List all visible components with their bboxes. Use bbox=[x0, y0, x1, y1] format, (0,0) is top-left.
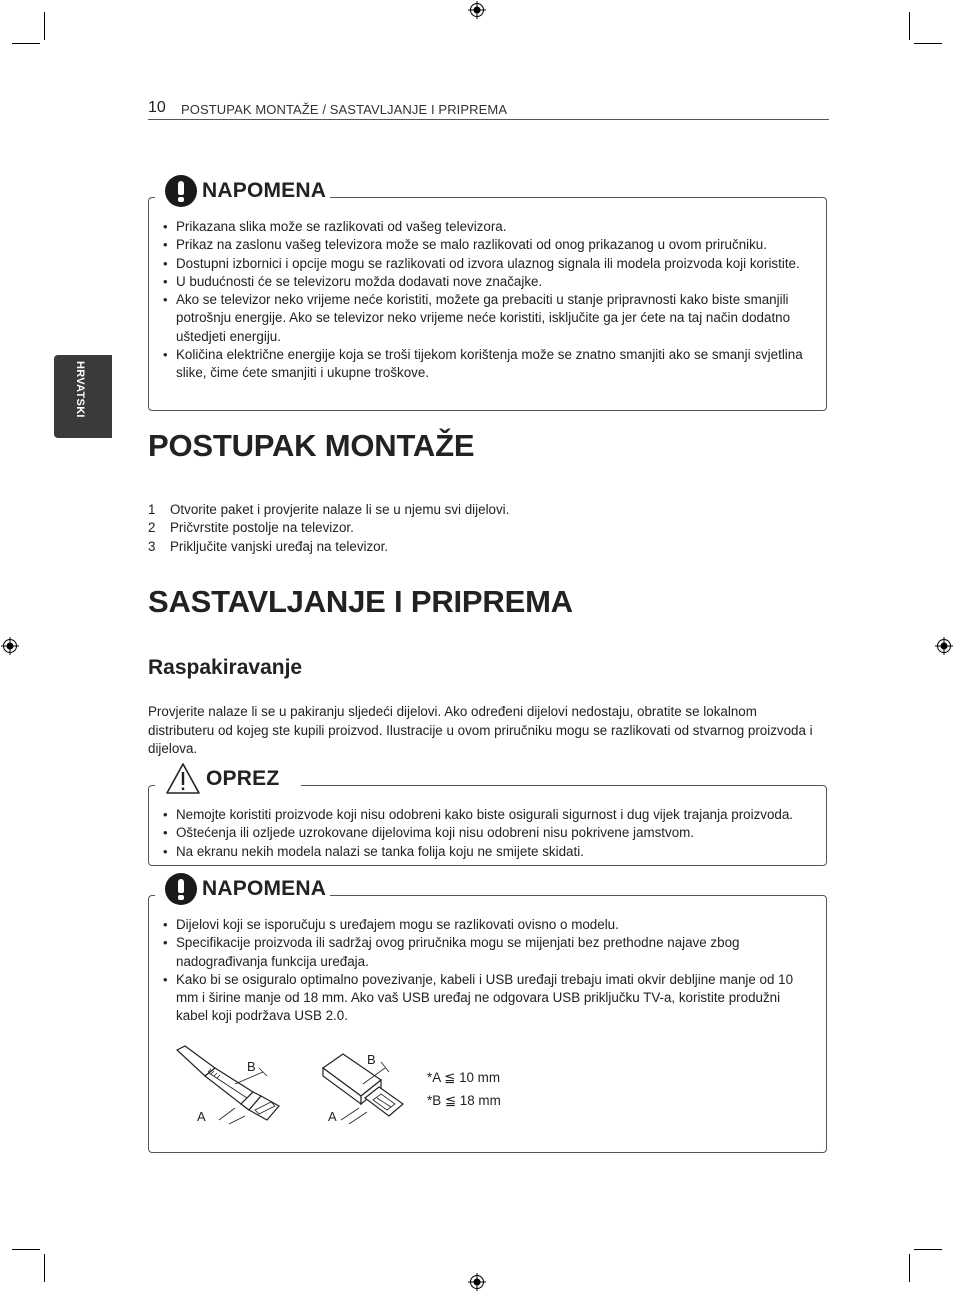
list-item: • Specifikacije proizvoda ili sadržaj ovog priručnika mogu se mijenjati bez prethodne najave zbog nadograđivanja funkcija uređaja. bbox=[163, 934, 812, 971]
list-item: • Nemojte koristiti proizvode koji nisu odobreni kako biste osigurali sigurnost i dug vijek trajanja proizvoda. bbox=[163, 806, 812, 824]
list-item: 1 Otvorite paket i provjerite nalaze li se u njemu svi dijelovi. bbox=[148, 502, 510, 517]
note-box-1-label: NAPOMENA bbox=[202, 179, 327, 202]
crop-mark bbox=[914, 1249, 942, 1250]
note-box-1-list bbox=[163, 218, 812, 383]
list-item: • U budućnosti će se televizoru možda dodavati nove značajke. bbox=[163, 273, 812, 291]
caution-box-heading bbox=[155, 762, 301, 796]
hdmi-label-b: B bbox=[247, 1059, 256, 1074]
caution-box-label: OPREZ bbox=[206, 767, 280, 790]
exclamation-icon bbox=[165, 873, 197, 905]
exclamation-icon bbox=[165, 175, 197, 207]
list-item: • Kako bi se osiguralo optimalno povezivanje, kabeli i USB uređaji trebaju imati okvir debljine manje od 10 mm i širine manje od 18 mm. Ako vaš USB uređaj ne odgovara USB priključku TV-a, koristite produžni kabel koji podržava USB 2.0. bbox=[163, 971, 812, 1026]
caution-box-list bbox=[163, 806, 812, 861]
list-item: 3 Priključite vanjski uređaj na televizor. bbox=[148, 538, 389, 554]
crop-mark bbox=[12, 43, 40, 44]
header-rule bbox=[148, 119, 829, 120]
list-item: • Dijelovi koji se isporučuju s uređajem mogu se razlikovati ovisno o modelu. bbox=[163, 916, 812, 934]
language-side-tab-label: HRVATSKI bbox=[74, 361, 86, 418]
crop-mark bbox=[12, 1249, 40, 1250]
crop-mark bbox=[44, 1254, 45, 1282]
registration-mark-icon bbox=[935, 637, 953, 655]
spec-b-limit: *B ≦ 18 mm bbox=[427, 1093, 501, 1108]
list-item: • Prikaz na zaslonu vašeg televizora može se malo razlikovati od onog prikazanog u ovom priručniku. bbox=[163, 236, 812, 254]
running-title: POSTUPAK MONTAŽE / SASTAVLJANJE I PRIPREMA bbox=[181, 102, 508, 117]
note-box-1 bbox=[148, 179, 827, 411]
hdmi-label-a: A bbox=[197, 1109, 206, 1124]
list-item: • Količina električne energije koja se troši tijekom korištenja može se znatno smanjiti ako se smanji svjetlina slike, čime ćete smanjiti i ukupne troškove. bbox=[163, 346, 812, 383]
list-item: • Prikazana slika može se razlikovati od vašeg televizora. bbox=[163, 218, 812, 236]
crop-mark bbox=[909, 1254, 910, 1282]
list-item: 2 Pričvrstite postolje na televizor. bbox=[148, 520, 354, 536]
note-box-1-heading bbox=[155, 175, 330, 207]
caution-box bbox=[148, 767, 827, 866]
section-title-preparation: SASTAVLJANJE I PRIPREMA bbox=[148, 584, 573, 619]
usb-label-a: A bbox=[328, 1109, 337, 1124]
section-title-assembly: POSTUPAK MONTAŽE bbox=[148, 428, 475, 463]
note-box-2-label: NAPOMENA bbox=[202, 877, 327, 900]
usb-label-b: B bbox=[367, 1052, 376, 1067]
language-side-tab bbox=[54, 355, 112, 438]
list-item: • Dostupni izbornici i opcije mogu se razlikovati od izvora ulaznog signala ili modela proizvoda koji koristite. bbox=[163, 255, 812, 273]
unpacking-paragraph: Provjerite nalaze li se u pakiranju sljedeći dijelovi. Ako određeni dijelovi nedostaju, obratite se lokalnom distributeru od kojeg ste kupili proizvod. Ilustracije u ovom priručniku mogu se razlikovati od stvarnog proizvoda i dijelova. bbox=[148, 704, 813, 756]
registration-mark-icon bbox=[1, 637, 19, 655]
assembly-steps-list bbox=[148, 501, 509, 556]
list-item: • Oštećenja ili ozljede uzrokovane dijelovima koji nisu odobreni nisu pokrivene jamstvom. bbox=[163, 824, 812, 842]
warning-triangle-icon bbox=[165, 762, 201, 796]
note-box-2 bbox=[148, 877, 827, 1153]
registration-mark-icon bbox=[468, 1, 486, 19]
note-box-2-heading bbox=[155, 873, 330, 905]
note-box-2-list bbox=[163, 916, 812, 1026]
list-item: • Ako se televizor neko vrijeme neće koristiti, možete ga prebaciti u stanje pripravnosti kako biste smanjili potrošnju energije. Ako se televizor neko vrijeme neće koristiti, isključite ga jer ćete na taj način dodatno uštedjeti energiju. bbox=[163, 291, 812, 346]
crop-mark bbox=[909, 12, 910, 40]
crop-mark bbox=[914, 43, 942, 44]
spec-a-limit: *A ≦ 10 mm bbox=[427, 1070, 500, 1085]
hdmi-cable-illustration bbox=[175, 1044, 285, 1126]
subsection-title-unpacking: Raspakiravanje bbox=[148, 656, 303, 679]
crop-mark bbox=[44, 12, 45, 40]
page-number: 10 bbox=[148, 99, 166, 116]
list-item: • Na ekranu nekih modela nalazi se tanka folija koju ne smijete skidati. bbox=[163, 843, 812, 861]
registration-mark-icon bbox=[468, 1273, 486, 1291]
